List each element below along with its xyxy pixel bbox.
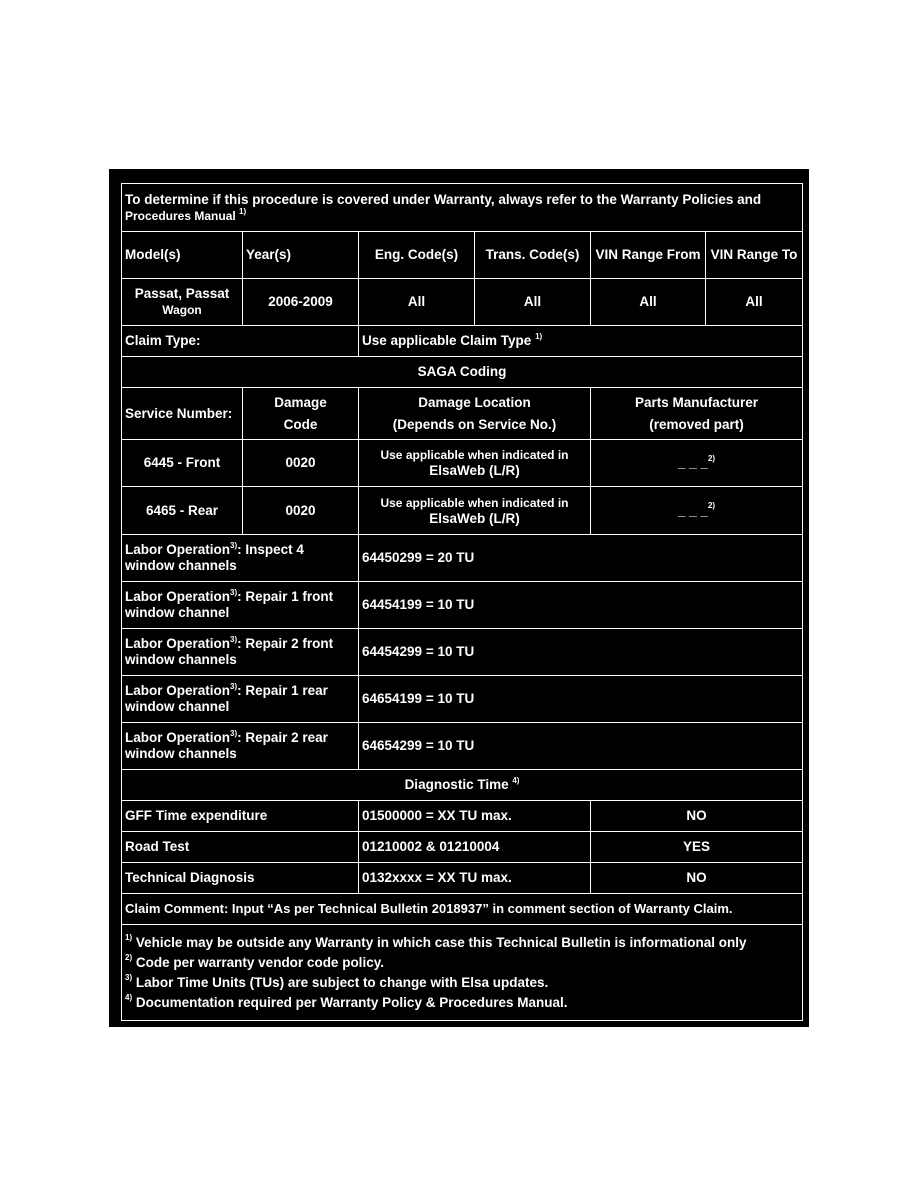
saga-col-location-line1: Damage Location (418, 394, 531, 410)
intro-cell (122, 184, 803, 232)
saga-col-parts-line2: (removed part) (649, 416, 744, 432)
header-vin-from: VIN Range From (591, 232, 706, 279)
claim-type-ref: 1) (535, 331, 543, 341)
saga-row-front (122, 440, 803, 487)
footnote (125, 993, 799, 1013)
labor-value: 64454199 = 10 TU (359, 582, 803, 629)
labor-ref: 3) (230, 634, 238, 644)
vehicle-trans-code: All (475, 279, 591, 326)
saga-damage: 0020 (243, 440, 359, 487)
diagnostic-label: Road Test (122, 832, 359, 863)
saga-location-line2: ElsaWeb (L/R) (429, 463, 520, 478)
labor-desc-line2: window channels (125, 652, 237, 667)
labor-prefix: Labor Operation (125, 589, 231, 604)
labor-ref: 3) (230, 681, 238, 691)
saga-col-service: Service Number: (122, 388, 243, 440)
vehicle-model (122, 279, 243, 326)
vehicle-vin-to: All (706, 279, 803, 326)
footnote-ref: 1) (125, 933, 133, 942)
labor-desc-line2: window channel (125, 699, 230, 714)
labor-value: 64654299 = 10 TU (359, 723, 803, 770)
footnote-text: Vehicle may be outside any Warranty in which case this Technical Bulletin is informational only (135, 934, 747, 950)
header-row (122, 232, 803, 279)
labor-label (122, 629, 359, 676)
diagnostic-flag: YES (591, 832, 803, 863)
labor-label (122, 676, 359, 723)
footnote (125, 953, 799, 973)
vehicle-model-line2: Wagon (162, 303, 202, 317)
saga-parts (591, 440, 803, 487)
saga-col-damage-line1: Damage (274, 394, 327, 410)
vehicle-eng-code: All (359, 279, 475, 326)
diagnostic-row (122, 801, 803, 832)
labor-row (122, 629, 803, 676)
footnote (125, 973, 799, 993)
header-eng-code: Eng. Code(s) (359, 232, 475, 279)
claim-comment-row (122, 894, 803, 925)
claim-type-label: Claim Type: (122, 326, 359, 357)
saga-col-location-line2: (Depends on Service No.) (392, 416, 557, 432)
labor-value: 64450299 = 20 TU (359, 535, 803, 582)
labor-row (122, 676, 803, 723)
labor-desc-line2: window channels (125, 746, 237, 761)
labor-desc-line2: window channels (125, 558, 237, 573)
labor-desc: : Repair 1 rear (237, 683, 328, 698)
saga-title: SAGA Coding (122, 357, 803, 388)
labor-row (122, 535, 803, 582)
labor-desc: : Repair 2 front (237, 636, 334, 651)
labor-label (122, 535, 359, 582)
claim-type-cell (359, 326, 803, 357)
saga-location (359, 440, 591, 487)
claim-comment: Claim Comment: Input “As per Technical Bulletin 2018937” in comment section of Warranty Claim. (122, 894, 803, 925)
labor-prefix: Labor Operation (125, 636, 231, 651)
labor-ref: 3) (230, 540, 238, 550)
diagnostic-code: 0132xxxx = XX TU max. (359, 863, 591, 894)
intro-line1: To determine if this procedure is covered under Warranty, always refer to the Warranty Policies and (125, 191, 762, 207)
diagnostic-flag: NO (591, 863, 803, 894)
saga-parts-value: _ _ _ (677, 455, 708, 470)
warranty-table (121, 183, 803, 1021)
labor-desc: : Repair 1 front (237, 589, 334, 604)
saga-col-parts-line1: Parts Manufacturer (635, 394, 759, 410)
saga-col-damage (243, 388, 359, 440)
diagnostic-code: 01210002 & 01210004 (359, 832, 591, 863)
diagnostic-title-cell (122, 770, 803, 801)
diagnostic-code: 01500000 = XX TU max. (359, 801, 591, 832)
header-model: Model(s) (122, 232, 243, 279)
saga-col-location (359, 388, 591, 440)
saga-service: 6445 - Front (122, 440, 243, 487)
labor-label (122, 723, 359, 770)
saga-parts-ref: 2) (707, 501, 716, 510)
saga-damage: 0020 (243, 487, 359, 535)
vehicle-year: 2006-2009 (243, 279, 359, 326)
labor-value: 64454299 = 10 TU (359, 629, 803, 676)
diagnostic-ref: 4) (512, 775, 520, 785)
diagnostic-label: Technical Diagnosis (122, 863, 359, 894)
saga-title-row (122, 357, 803, 388)
intro-row (122, 184, 803, 232)
footnotes (122, 925, 803, 1021)
labor-ref: 3) (230, 587, 238, 597)
saga-location-line1: Use applicable when indicated in (380, 448, 569, 462)
claim-type-row (122, 326, 803, 357)
saga-location (359, 487, 591, 535)
saga-service: 6465 - Rear (122, 487, 243, 535)
labor-prefix: Labor Operation (125, 683, 231, 698)
saga-location-line2: ElsaWeb (L/R) (429, 510, 520, 526)
labor-row (122, 723, 803, 770)
footnote-ref: 3) (125, 973, 133, 982)
diagnostic-label: GFF Time expenditure (122, 801, 359, 832)
labor-label (122, 582, 359, 629)
intro-ref: 1) (239, 206, 247, 216)
claim-type-value: Use applicable Claim Type (362, 333, 532, 348)
diagnostic-title: Diagnostic Time (404, 777, 509, 792)
warranty-table-panel (109, 169, 809, 1027)
saga-parts (591, 487, 803, 535)
notes-row (122, 925, 803, 1021)
vehicle-vin-from: All (591, 279, 706, 326)
diagnostic-row (122, 832, 803, 863)
diagnostic-row (122, 863, 803, 894)
footnote-ref: 2) (125, 953, 133, 962)
saga-header-row (122, 388, 803, 440)
diagnostic-title-row (122, 770, 803, 801)
labor-value: 64654199 = 10 TU (359, 676, 803, 723)
diagnostic-flag: NO (591, 801, 803, 832)
saga-location-line1: Use applicable when indicated in (380, 495, 569, 510)
saga-parts-value: _ _ _ (677, 502, 708, 518)
labor-desc: : Repair 2 rear (237, 730, 328, 745)
saga-col-damage-line2: Code (283, 416, 318, 432)
footnote-text: Code per warranty vendor code policy. (135, 954, 384, 970)
labor-ref: 3) (230, 728, 238, 738)
footnote-text: Documentation required per Warranty Policy & Procedures Manual. (135, 994, 568, 1010)
saga-row-rear (122, 487, 803, 535)
footnote (125, 933, 799, 953)
footnote-text: Labor Time Units (TUs) are subject to change with Elsa updates. (135, 974, 549, 990)
labor-desc: : Inspect 4 (237, 542, 304, 557)
vehicle-row (122, 279, 803, 326)
header-vin-to: VIN Range To (706, 232, 803, 279)
intro-line2: Procedures Manual (125, 208, 236, 223)
labor-desc-line2: window channel (125, 605, 230, 620)
vehicle-model-line1: Passat, Passat (134, 286, 230, 301)
labor-row (122, 582, 803, 629)
saga-col-parts (591, 388, 803, 440)
header-trans-code: Trans. Code(s) (475, 232, 591, 279)
labor-prefix: Labor Operation (125, 542, 231, 557)
footnote-ref: 4) (125, 993, 133, 1002)
header-year: Year(s) (243, 232, 359, 279)
saga-parts-ref: 2) (707, 453, 716, 463)
labor-prefix: Labor Operation (125, 730, 231, 745)
